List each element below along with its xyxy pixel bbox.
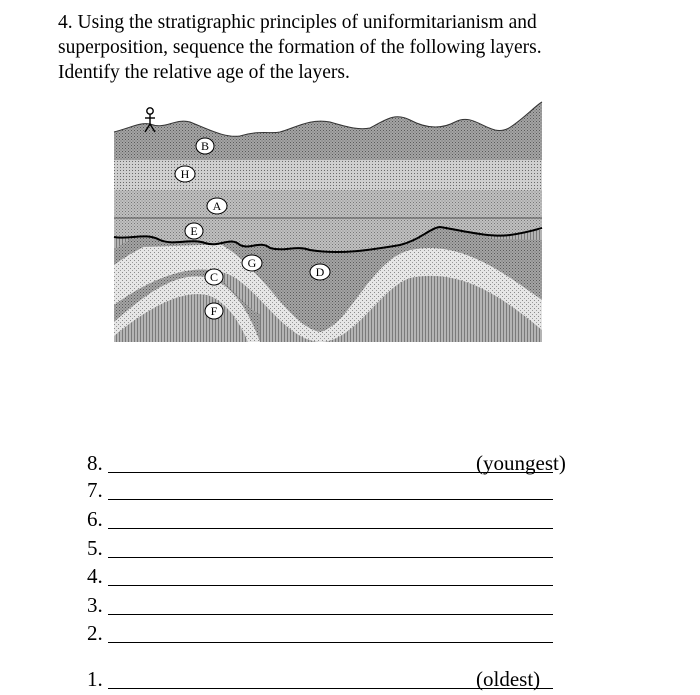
answer-number: 2. <box>87 621 103 645</box>
answer-row-4 <box>87 562 607 588</box>
answer-blank-4[interactable] <box>108 585 553 586</box>
svg-text:B: B <box>200 139 210 153</box>
svg-text:A: A <box>212 199 222 213</box>
question-line-1: 4. Using the stratigraphic principles of uniformitarianism and <box>58 12 537 33</box>
answer-number: 1. <box>87 667 103 691</box>
answer-blank-7[interactable] <box>108 499 553 500</box>
answer-number: 5. <box>87 536 103 560</box>
svg-text:H: H <box>180 167 190 181</box>
svg-text:F: F <box>210 304 218 318</box>
svg-text:D: D <box>315 265 325 279</box>
answer-row-3 <box>87 591 607 617</box>
answer-number: 7. <box>87 478 103 502</box>
question-line-2: superposition, sequence the formation of the following layers. <box>58 37 542 58</box>
youngest-note: (youngest) <box>476 451 566 475</box>
answer-row-8 <box>87 449 607 475</box>
answer-number: 3. <box>87 593 103 617</box>
oldest-note: (oldest) <box>476 667 541 691</box>
svg-text:G: G <box>247 256 257 270</box>
answer-blank-6[interactable] <box>108 528 553 529</box>
svg-text:E: E <box>190 224 198 238</box>
answer-row-1 <box>87 665 607 691</box>
svg-text:C: C <box>209 270 219 284</box>
answer-number: 4. <box>87 564 103 588</box>
answer-row-5 <box>87 534 607 560</box>
answer-row-7 <box>87 476 607 502</box>
answer-blank-2[interactable] <box>108 642 553 643</box>
answer-number: 6. <box>87 507 103 531</box>
question-line-3: Identify the relative age of the layers. <box>58 62 350 83</box>
answer-blank-3[interactable] <box>108 614 553 615</box>
answer-number: 8. <box>87 451 103 475</box>
answer-row-2 <box>87 619 607 645</box>
answer-blank-5[interactable] <box>108 557 553 558</box>
answer-row-6 <box>87 505 607 531</box>
